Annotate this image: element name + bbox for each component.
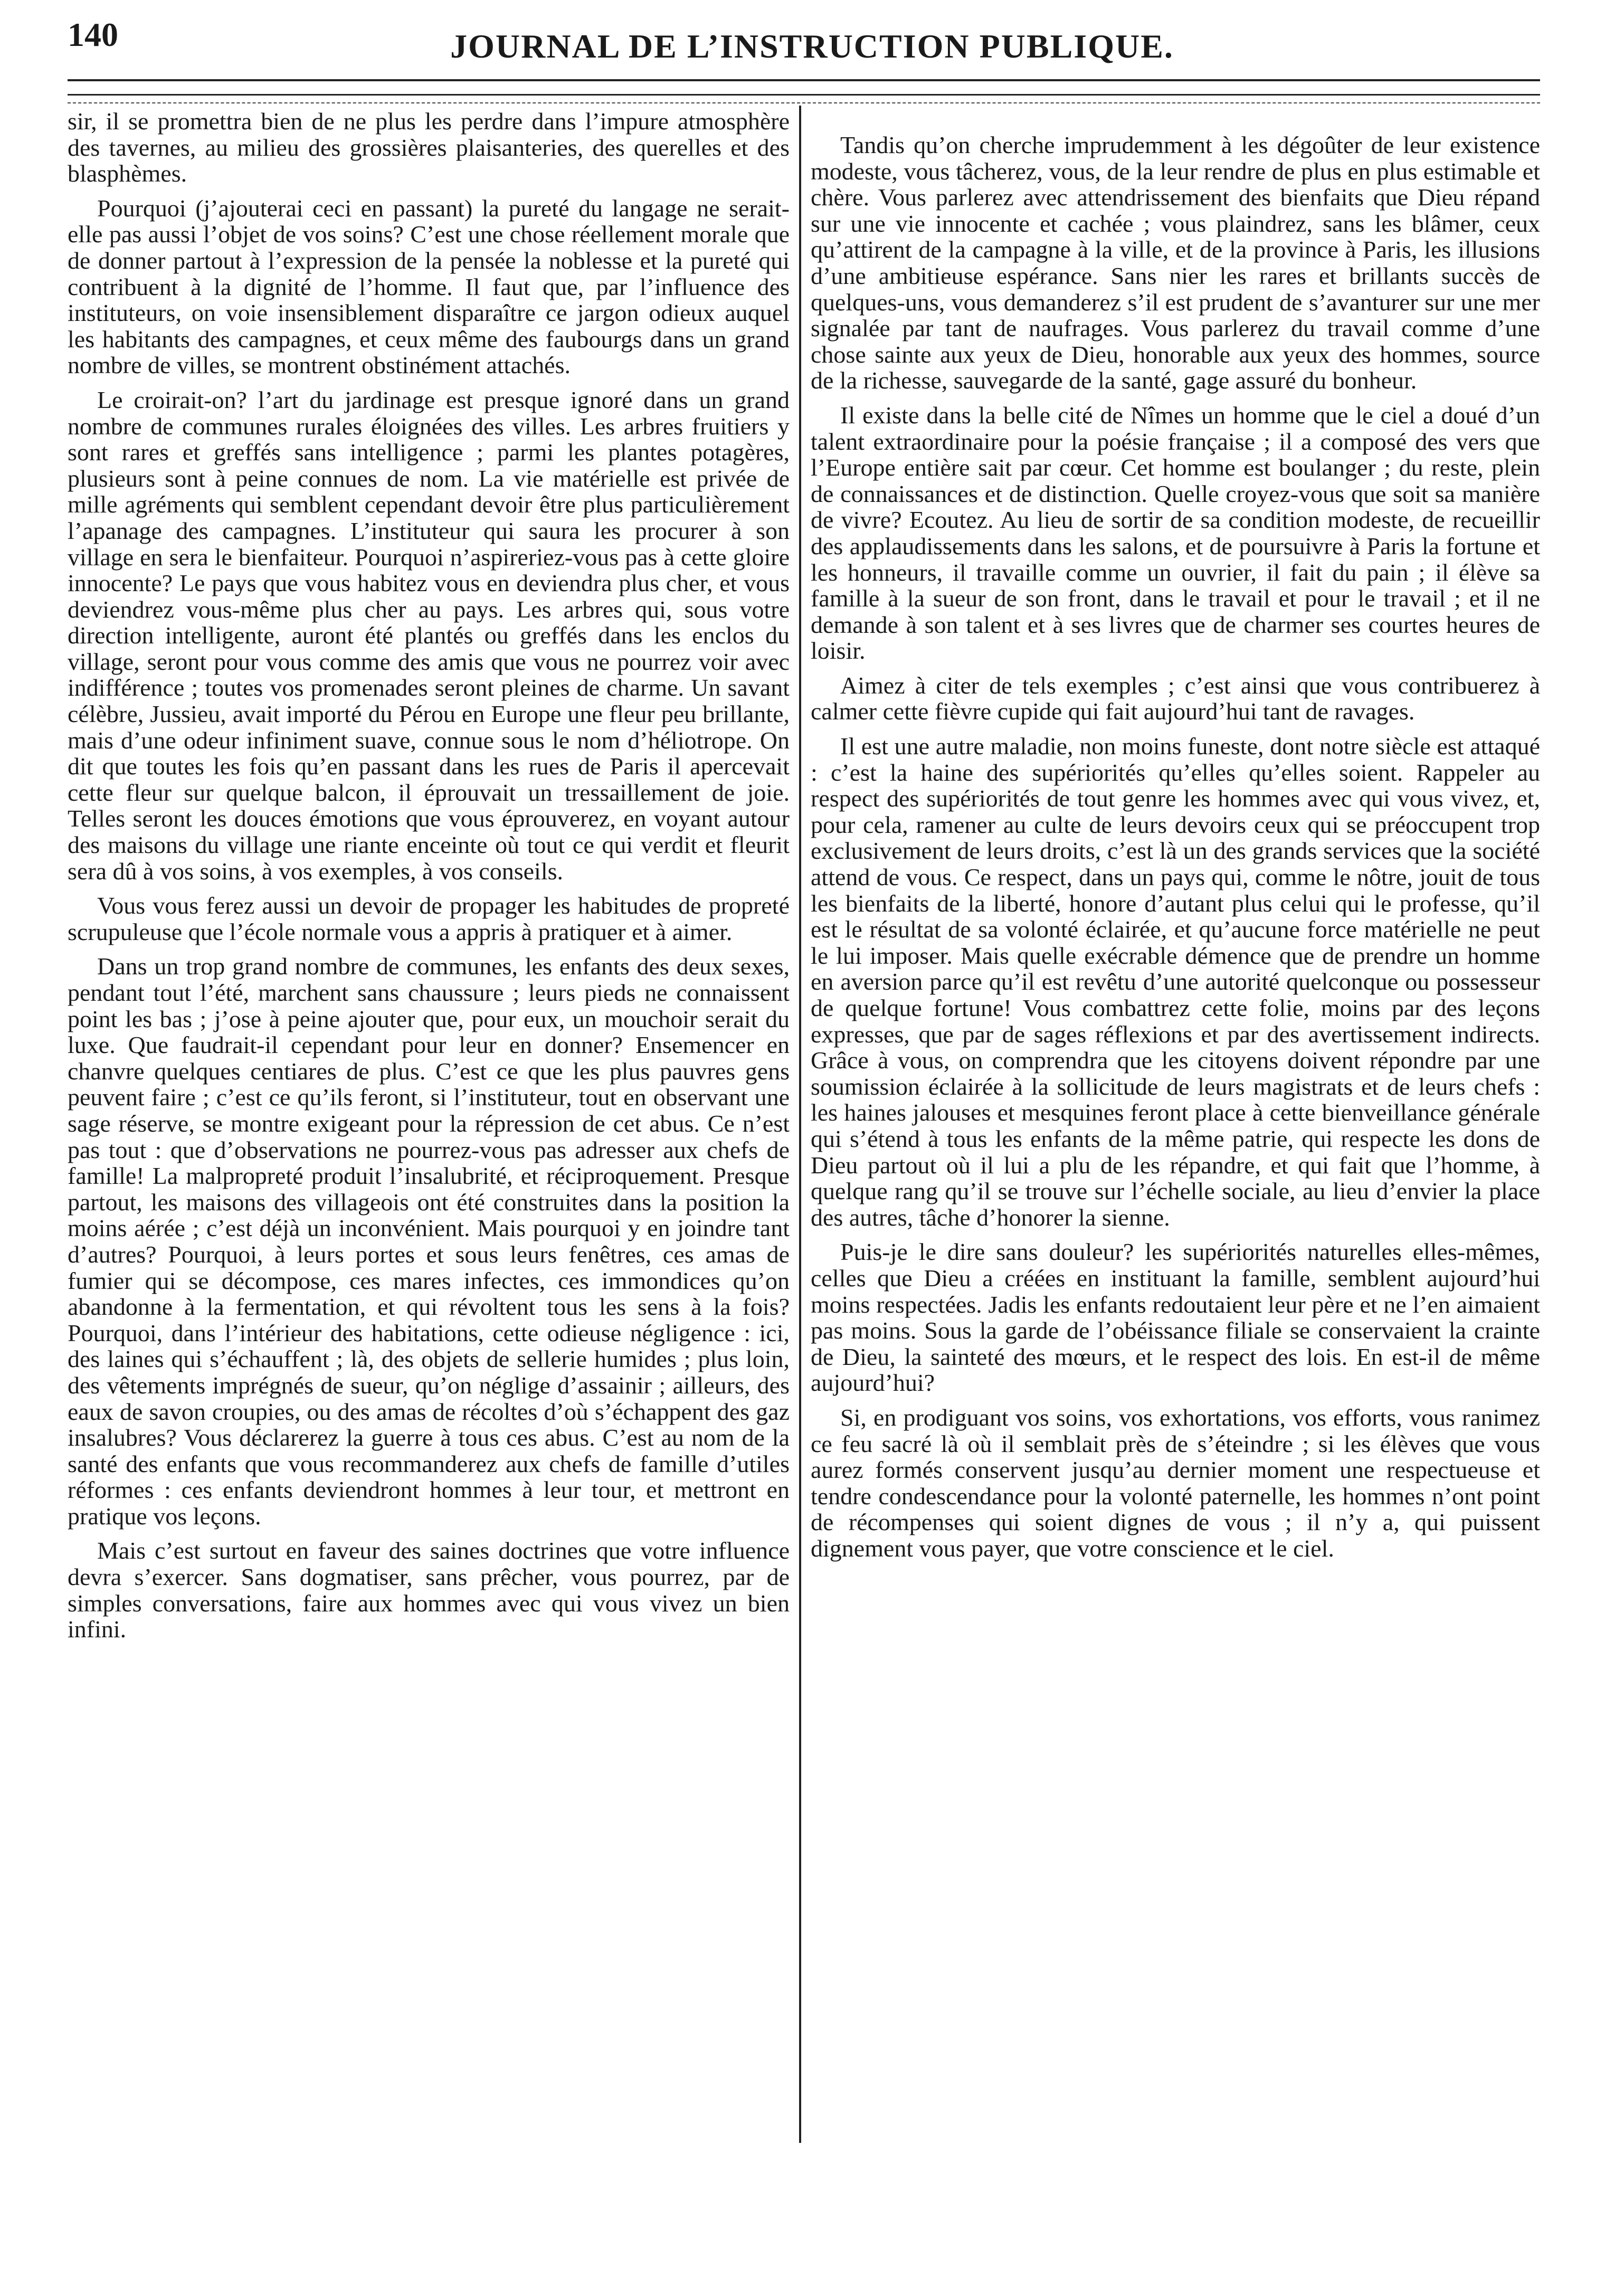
header-rule-double [68, 94, 1540, 96]
paragraph: Il existe dans la belle cité de Nîmes un homme que le ciel a doué d’un talent extraordinaire pour la poésie française ; il a composé des vers que l’Europe entière sait par cœur. Cet homme est boulanger ; du reste, plein de connaissances et de distinction. Quelle croyez-vous que soit sa manière de vivre? Ecoutez. Au lieu de sortir de sa condition modeste, de recueillir des applaudissements dans les salons, et de poursuivre à Paris la fortune et les honneurs, il travaille comme un ouvrier, il fait du pain ; il élève sa famille à la sueur de son front, dans le travail et pour le travail ; et il ne demande à son talent et à ses livres que de charmer ses courtes heures de loisir. [811, 401, 1540, 665]
right-column [811, 132, 1540, 1570]
paragraph: Tandis qu’on cherche imprudemment à les dégoûter de leur existence modeste, vous tâcherez, vous, de la leur rendre de plus en plus estimable et chère. Vous parlerez avec attendrissement des bienfaits que Dieu répand sur une vie innocente et cachée ; vous plaindrez, sans les blâmer, ceux qu’attirent de la campagne à la ville, et de la province à Paris, les illusions d’une ambitieuse espérance. Sans nier les rares et brillants succès de quelques-uns, vous demanderez s’il est prudent de s’avanturer sur une mer signalée par tant de naufrages. Vous parlerez du travail comme d’une chose sainte aux yeux de Dieu, honorable aux yeux des hommes, source de la richesse, sauvegarde de la santé, gage assuré du bonheur. [811, 131, 1540, 394]
paragraph: Si, en prodiguant vos soins, vos exhortations, vos efforts, vous ranimez ce feu sacré là où il semblait près de s’éteindre ; si les élèves que vous aurez formés conservent jusqu’au dernier moment une respectueuse et tendre condescendance pour la volonté paternelle, les hommes n’ont point de récompenses qui soient dignes de vous ; il n’y a, qui puissent dignement vous payer, que votre conscience et le ciel. [811, 1403, 1540, 1562]
header-rule-dashed [68, 102, 1540, 103]
paragraph: Le croirait-on? l’art du jardinage est presque ignoré dans un grand nombre de communes rurales éloignées des villes. Les arbres fruitiers y sont rares et greffés sans intelligence ; parmi les plantes potagères, plusieurs sont à peine connues de nom. La vie matérielle est privée de mille agréments qui semblent cependant devoir être plus particulièrement l’apanage des campagnes. L’instituteur qui saura les procurer à son village en sera le bienfaiteur. Pourquoi n’aspireriez-vous pas à cette gloire innocente? Le pays que vous habitez vous en deviendra plus cher, et vous deviendrez vous-même plus cher au pays. Les arbres qui, sous votre direction intelligente, auront été plantés ou greffés dans les enclos du village, seront pour vous comme des amis que vous ne pourrez voir avec indifférence ; toutes vos promenades seront pleines de charme. Un savant célèbre, Jussieu, avait importé du Pérou en Europe une fleur peu brillante, mais d’une odeur infiniment suave, connue sous le nom d’héliotrope. On dit que toutes les fois qu’en passant dans les rues de Paris il apercevait cette fleur sur quelque balcon, il éprouvait un tressaillement de joie. Telles seront les douces émotions que vous éprouverez, en voyant autour des maisons du village une riante enceinte où tout ce qui verdit et fleurit sera dû à vos soins, à vos exemples, à vos conseils. [68, 386, 790, 885]
left-column [68, 108, 790, 1651]
paragraph: sir, il se promettra bien de ne plus les perdre dans l’impure atmosphère des tavernes, au milieu des grossières plaisanteries, des querelles et des blasphèmes. [68, 108, 790, 187]
paragraph: Vous vous ferez aussi un devoir de propager les habitudes de propreté scrupuleuse que l’école normale vous a appris à pratiquer et à aimer. [68, 892, 790, 945]
header-rule [68, 79, 1540, 81]
paragraph: Aimez à citer de tels exemples ; c’est ainsi que vous contribuerez à calmer cette fièvre cupide qui fait aujourd’hui tant de ravages. [811, 671, 1540, 725]
paragraph: Puis-je le dire sans douleur? les supériorités naturelles elles-mêmes, celles que Dieu a créées en instituant la famille, semblent aujourd’hui moins respectées. Jadis les enfants redoutaient leur père et ne l’en aimaient pas moins. Sous la garde de l’obéissance filiale se conservaient la crainte de Dieu, la sainteté des mœurs, et le respect des lois. En est-il de même aujourd’hui? [811, 1238, 1540, 1397]
paragraph: Dans un trop grand nombre de communes, les enfants des deux sexes, pendant tout l’été, marchent sans chaussure ; leurs pieds ne connaissent point les bas ; j’ose à peine ajouter que, pour eux, un mouchoir serait du luxe. Que faudrait-il cependant pour leur en donner? Ensemencer en chanvre quelques centiares de plus. C’est ce que les plus pauvres gens peuvent faire ; c’est ce qu’ils feront, si l’instituteur, tout en observant une sage réserve, se montre exigeant pour la répression de cet abus. Ce n’est pas tout : que d’observations ne pourrez-vous pas adresser aux chefs de famille! La malpropreté produit l’insalubrité, et réciproquement. Presque partout, les maisons des villageois ont été construites dans la position la moins aérée ; c’est déjà un inconvénient. Mais pourquoi y en joindre tant d’autres? Pourquoi, à leurs portes et sous leurs fenêtres, ces amas de fumier qui se décompose, ces mares infectes, ces immondices qu’on abandonne à la fermentation, et qui révoltent tous les sens à la fois? Pourquoi, dans l’intérieur des habitations, cette odieuse négligence : ici, des laines qui s’échauffent ; là, des objets de sellerie humides ; plus loin, des vêtements imprégnés de sueur, qu’on néglige d’assainir ; ailleurs, des eaux de savon croupies, ou des amas de récoltes d’où s’échappent des gaz insalubres? Vous déclarerez la guerre à tous ces abus. C’est au nom de la santé des enfants que vous recommanderez aux chefs de famille d’utiles réformes : ces enfants deviendront hommes à leur tour, et mettront en pratique vos leçons. [68, 953, 790, 1530]
column-divider [799, 106, 801, 2143]
running-title: JOURNAL DE L’INSTRUCTION PUBLIQUE. [450, 27, 1174, 65]
paragraph: Pourquoi (j’ajouterai ceci en passant) la pureté du langage ne serait-elle pas aussi l’objet de vos soins? C’est une chose réellement morale que de donner partout à l’expression de la pensée la noblesse et la pureté qui contribuent à la dignité de l’homme. Il faut que, par l’influence des instituteurs, on voie insensiblement disparaître ce jargon odieux auquel les habitants des campagnes, et ceux même des faubourgs dans un grand nombre de villes, se montrent obstinément attachés. [68, 194, 790, 379]
paragraph: Il est une autre maladie, non moins funeste, dont notre siècle est attaqué : c’est la haine des supériorités qu’elles qu’elles soient. Rappeler au respect des supériorités de tout genre les hommes avec qui vous vivez, et, pour cela, ramener au culte de leurs devoirs ceux qui se préoccupent trop exclusivement de leurs droits, c’est là un des grands services que la société attend de vous. Ce respect, dans un pays qui, comme le nôtre, jouit de tous les bienfaits de la liberté, honore d’autant plus celui qui le professe, qu’il est le résultat de sa volonté éclairée, et qu’aucune force matérielle ne peut le lui imposer. Mais quelle exécrable démence que de prendre un homme en aversion parce qu’il est revêtu d’une autorité quelconque ou possesseur de quelque fortune! Vous combattrez cette folie, moins par des leçons expresses, que par de sages réflexions et par des avertissement indirects. Grâce à vous, on comprendra que les citoyens doivent répondre par une soumission éclairée à la sollicitude de leurs magistrats et de leurs chefs : les haines jalouses et mesquines feront place à cette bienveillance générale qui s’étend à tous les enfants de la même patrie, qui respecte les dons de Dieu partout où il lui a plu de les répandre, et qui fait que l’homme, à quelque rang qu’il se trouve sur l’échelle sociale, au lieu d’envier la place des autres, tâche d’honorer la sienne. [811, 733, 1540, 1231]
page-number: 140 [68, 16, 118, 53]
paragraph: Mais c’est surtout en faveur des saines doctrines que votre influence devra s’exercer. Sans dogmatiser, sans prêcher, vous pourrez, par de simples conversations, faire aux hommes avec qui vous vivez un bien infini. [68, 1537, 790, 1643]
